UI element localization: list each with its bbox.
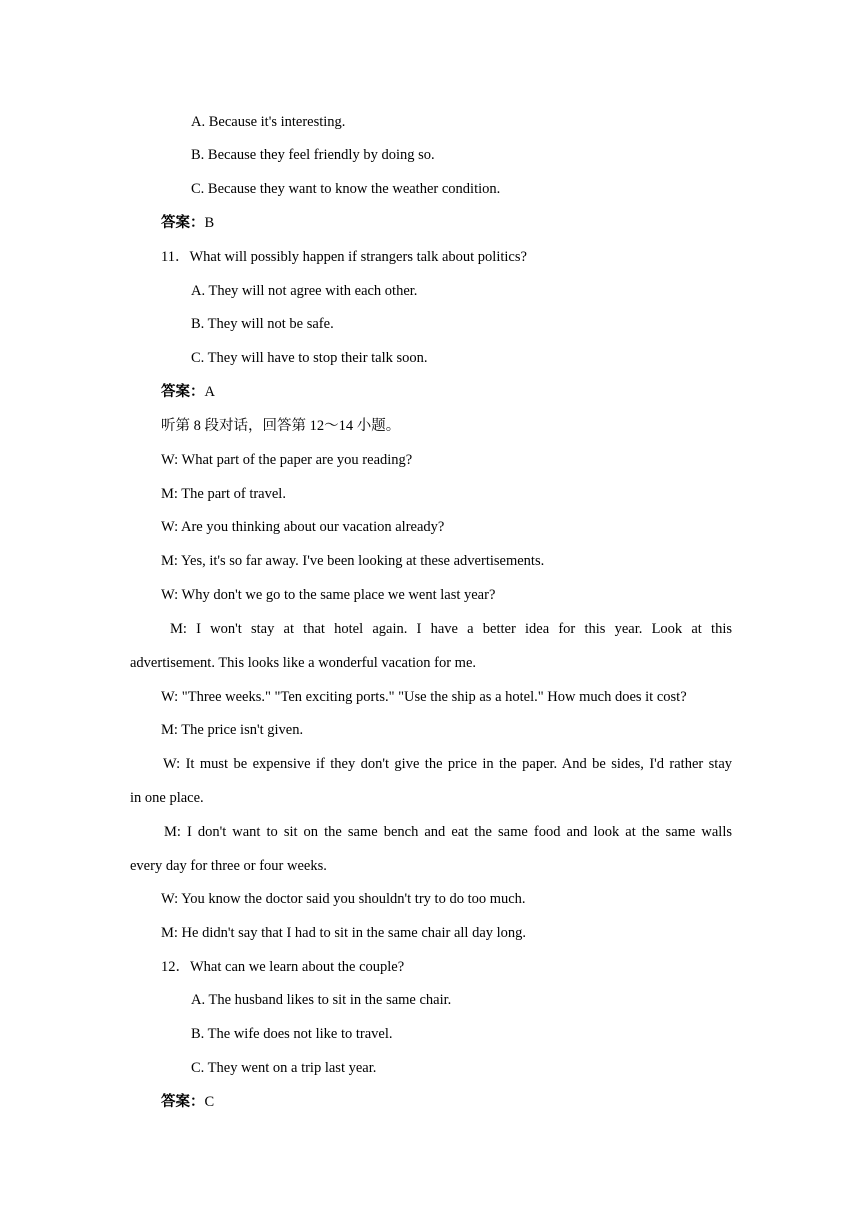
answer-label: 答案： bbox=[161, 215, 205, 231]
q11-question: 11．What will possibly happen if strangers talk about politics? bbox=[161, 249, 527, 265]
q12-option-c: C. They went on a trip last year. bbox=[191, 1060, 377, 1076]
section-intro: 听第 8 段对话，回答第 12～14 小题。 bbox=[161, 418, 401, 434]
dialogue-line: W: Are you thinking about our vacation already? bbox=[161, 519, 445, 535]
q12-option-a: A. The husband likes to sit in the same chair. bbox=[191, 992, 452, 1008]
dialogue-line: W: You know the doctor said you shouldn't try to do too much. bbox=[161, 891, 526, 907]
q12-question: 12．What can we learn about the couple? bbox=[161, 959, 405, 975]
dialogue-line: every day for three or four weeks. bbox=[130, 858, 327, 874]
q11-option-b: B. They will not be safe. bbox=[191, 316, 334, 332]
q11-option-c: C. They will have to stop their talk soon. bbox=[191, 350, 428, 366]
dialogue-line: M: The price isn't given. bbox=[161, 722, 304, 738]
q10-option-a: A. Because it's interesting. bbox=[191, 114, 346, 130]
dialogue-line: W: It must be expensive if they don't give the price in the paper. And be sides, I'd rather stay bbox=[163, 756, 732, 772]
dialogue-line: M: I don't want to sit on the same bench and eat the same food and look at the same walls bbox=[164, 824, 732, 840]
answer-value: B bbox=[204, 215, 215, 231]
answer-label: 答案： bbox=[161, 1094, 205, 1110]
dialogue-line: W: "Three weeks." "Ten exciting ports." "Use the ship as a hotel." How much does it cost? bbox=[161, 689, 687, 705]
q11-answer bbox=[161, 382, 215, 402]
dialogue-line: M: Yes, it's so far away. I've been looking at these advertisements. bbox=[161, 553, 545, 569]
q10-option-b: B. Because they feel friendly by doing so. bbox=[191, 147, 435, 163]
dialogue-line: in one place. bbox=[130, 790, 204, 806]
dialogue-line: M: I won't stay at that hotel again. I have a better idea for this year. Look at this bbox=[170, 621, 732, 637]
q12-answer bbox=[161, 1092, 214, 1112]
q11-option-a: A. They will not agree with each other. bbox=[191, 283, 418, 299]
q12-option-b: B. The wife does not like to travel. bbox=[191, 1026, 393, 1042]
q10-answer bbox=[161, 213, 214, 233]
dialogue-line: W: What part of the paper are you reading? bbox=[161, 452, 413, 468]
q10-option-c: C. Because they want to know the weather condition. bbox=[191, 181, 501, 197]
dialogue-line: M: The part of travel. bbox=[161, 486, 286, 502]
dialogue-line: advertisement. This looks like a wonderful vacation for me. bbox=[130, 655, 477, 671]
dialogue-line: W: Why don't we go to the same place we went last year? bbox=[161, 587, 496, 603]
answer-value: A bbox=[204, 384, 215, 400]
answer-label: 答案： bbox=[161, 384, 205, 400]
dialogue-line: M: He didn't say that I had to sit in the same chair all day long. bbox=[161, 925, 527, 941]
answer-value: C bbox=[204, 1094, 215, 1110]
